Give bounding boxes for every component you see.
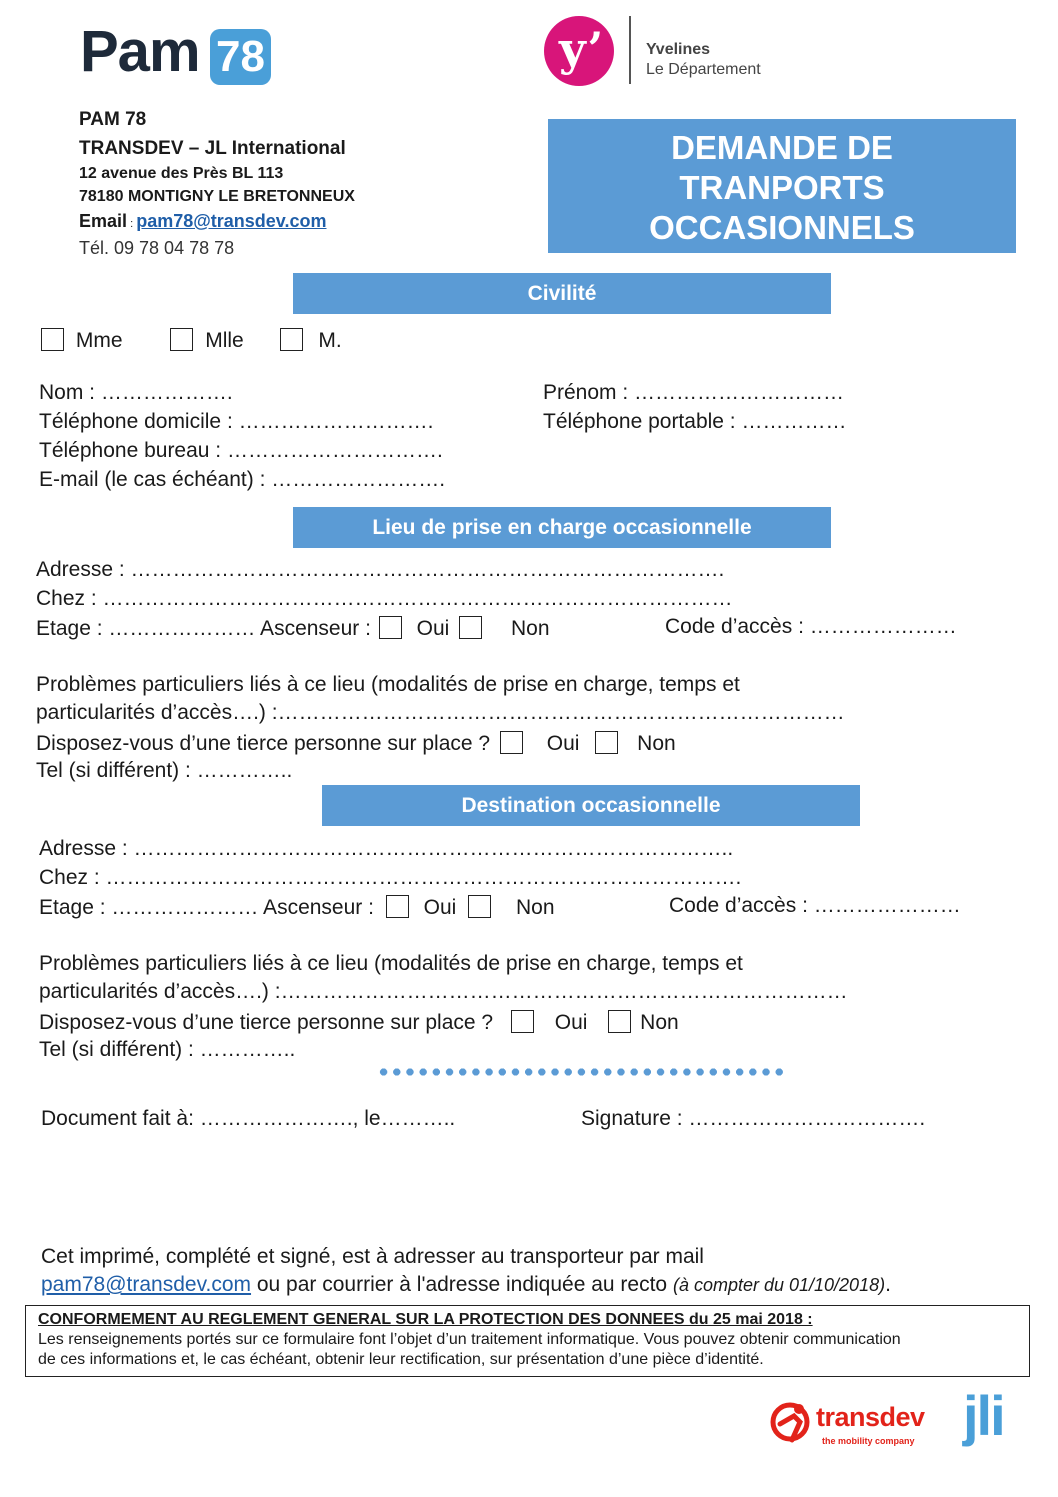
checkbox-mlle[interactable]: [170, 328, 193, 351]
pickup-tierce-non-checkbox[interactable]: [595, 731, 618, 754]
checkbox-m[interactable]: [280, 328, 303, 351]
pickup-ascenseur-oui-checkbox[interactable]: [379, 616, 402, 639]
pam-logo-badge: 78: [210, 29, 271, 85]
phone-line: Tél. 09 78 04 78 78: [79, 238, 235, 258]
title-line-3: OCCASIONNELS: [649, 209, 915, 246]
rgpd-notice: [25, 1305, 1030, 1377]
pickup-tierce-oui-checkbox[interactable]: [500, 731, 523, 754]
signature-field[interactable]: Signature : …………………………….: [581, 1107, 926, 1130]
pickup-chez-field[interactable]: Chez : ………………………………………………………………………………: [36, 587, 733, 610]
document-fait-field[interactable]: Document fait à: …………………., le………..: [41, 1107, 456, 1130]
dest-etage-row: [39, 895, 555, 918]
pickup-heading: Lieu de prise en charge occasionnelle: [293, 507, 831, 548]
rgpd-body-2: de ces informations et, le cas échéant, obtenir leur rectification, sur présentation d’une pièce d’identité.: [38, 1351, 764, 1368]
dest-tel-field[interactable]: Tel (si différent) : …………..: [39, 1038, 296, 1061]
rgpd-title: CONFORMEMENT AU REGLEMENT GENERAL SUR LA PROTECTION DES DONNEES du 25 mai 2018 :: [38, 1311, 813, 1328]
dest-code-field[interactable]: Code d’accès : …………………: [669, 894, 961, 917]
yvelines-divider: [629, 16, 631, 84]
dest-tierce-question: Disposez-vous d’une tierce personne sur place ?: [39, 1011, 494, 1034]
dest-tierce-non-label: Non: [640, 1011, 679, 1034]
dest-etage-field[interactable]: Etage : ………………… Ascenseur :: [39, 896, 374, 919]
pickup-tel-field[interactable]: Tel (si différent) : …………..: [36, 759, 293, 782]
pickup-adresse-field[interactable]: Adresse : ………………………………………………………………………….: [36, 558, 725, 581]
dest-tierce-row: [39, 1010, 679, 1033]
dest-ascenseur-non-checkbox[interactable]: [468, 895, 491, 918]
pickup-etage-field[interactable]: Etage : ………………… Ascenseur :: [36, 617, 371, 640]
transdev-name: transdev: [816, 1402, 925, 1432]
dest-adresse-field[interactable]: Adresse : …………………………………………………………………………..: [39, 837, 734, 860]
pickup-etage-row: [36, 616, 550, 639]
pickup-ascenseur-non-label: Non: [511, 617, 550, 640]
footer-email-link[interactable]: pam78@transdev.com: [41, 1273, 252, 1296]
footer-line2: [41, 1274, 891, 1295]
dest-problems-line1: Problèmes particuliers liés à ce lieu (modalités de prise en charge, temps et: [39, 952, 743, 975]
transdev-runner-icon: [770, 1400, 814, 1444]
pam-logo-word: Pam: [80, 19, 200, 84]
pickup-code-field[interactable]: Code d’accès : …………………: [665, 615, 957, 638]
destination-heading: Destination occasionnelle: [322, 785, 860, 826]
pickup-tierce-non-label: Non: [637, 732, 676, 755]
title-line-1: DEMANDE DE: [671, 129, 893, 166]
pickup-tierce-question: Disposez-vous d’une tierce personne sur place ?: [36, 732, 491, 755]
yvelines-sub: Le Département: [646, 61, 761, 78]
footer-date-note: (à compter du 01/10/2018): [672, 1275, 886, 1295]
address-line2: 78180 MONTIGNY LE BRETONNEUX: [79, 188, 355, 205]
prenom-field[interactable]: Prénom : …………………………: [543, 381, 845, 404]
pickup-tierce-row: [36, 731, 676, 754]
nom-field[interactable]: Nom : ……………….: [39, 381, 233, 404]
email-label: Email: [79, 211, 128, 231]
address-line1: 12 avenue des Près BL 113: [79, 165, 284, 182]
dest-ascenseur-non-label: Non: [516, 896, 555, 919]
dest-tierce-oui-label: Oui: [554, 1011, 588, 1034]
dest-ascenseur-oui-checkbox[interactable]: [386, 895, 409, 918]
form-title: [548, 119, 1016, 253]
transdev-tagline: the mobility company: [822, 1436, 915, 1446]
dest-tierce-non-checkbox[interactable]: [608, 1010, 631, 1033]
company-name: TRANSDEV – JL International: [79, 138, 346, 159]
option-mme: Mme: [75, 329, 123, 352]
dest-chez-field[interactable]: Chez : ……………………………………………………………………………….: [39, 866, 742, 889]
pickup-ascenseur-non-checkbox[interactable]: [459, 616, 482, 639]
email-sep: :: [127, 218, 137, 230]
pickup-problems-line1: Problèmes particuliers liés à ce lieu (modalités de prise en charge, temps et: [36, 673, 740, 696]
org-name: PAM 78: [79, 109, 147, 130]
email-field[interactable]: E-mail (le cas échéant) : …………………….: [39, 468, 446, 491]
checkbox-mme[interactable]: [41, 328, 64, 351]
email-line: [79, 211, 327, 232]
jli-logo: jli: [963, 1384, 1004, 1447]
transdev-logo: [770, 1398, 930, 1450]
pam78-logo: [80, 18, 271, 85]
option-mlle: Mlle: [205, 329, 244, 352]
tel-domicile-field[interactable]: Téléphone domicile : ……………………….: [39, 410, 434, 433]
dest-problems-line2[interactable]: particularités d’accès….) :………………………………………………………………………: [39, 980, 848, 1003]
dest-ascenseur-oui-label: Oui: [423, 896, 457, 919]
tel-bureau-field[interactable]: Téléphone bureau : ………………………….: [39, 439, 443, 462]
option-m: M.: [318, 329, 342, 352]
footer-period: .: [885, 1273, 891, 1296]
dotted-separator: [377, 1068, 783, 1076]
pickup-problems-line2[interactable]: particularités d’accès….) :………………………………………………………………………: [36, 701, 845, 724]
footer-line1: Cet imprimé, complété et signé, est à adresser au transporteur par mail: [41, 1245, 704, 1268]
civilite-heading: Civilité: [293, 273, 831, 314]
footer-line2-text: ou par courrier à l'adresse indiquée au recto: [251, 1273, 673, 1296]
dest-tierce-oui-checkbox[interactable]: [511, 1010, 534, 1033]
title-line-2: TRANPORTS: [679, 169, 885, 206]
tel-portable-field[interactable]: Téléphone portable : ……………: [543, 410, 847, 433]
yvelines-name: Yvelines: [646, 41, 711, 58]
pickup-ascenseur-oui-label: Oui: [416, 617, 450, 640]
pickup-tierce-oui-label: Oui: [546, 732, 580, 755]
rgpd-body-1: Les renseignements portés sur ce formulaire font l’objet d’un traitement informatique. Vous pouvez obtenir communication: [38, 1331, 901, 1348]
email-link[interactable]: pam78@transdev.com: [136, 211, 327, 231]
yvelines-symbol: y’: [559, 22, 604, 76]
civilite-options: [41, 328, 342, 351]
